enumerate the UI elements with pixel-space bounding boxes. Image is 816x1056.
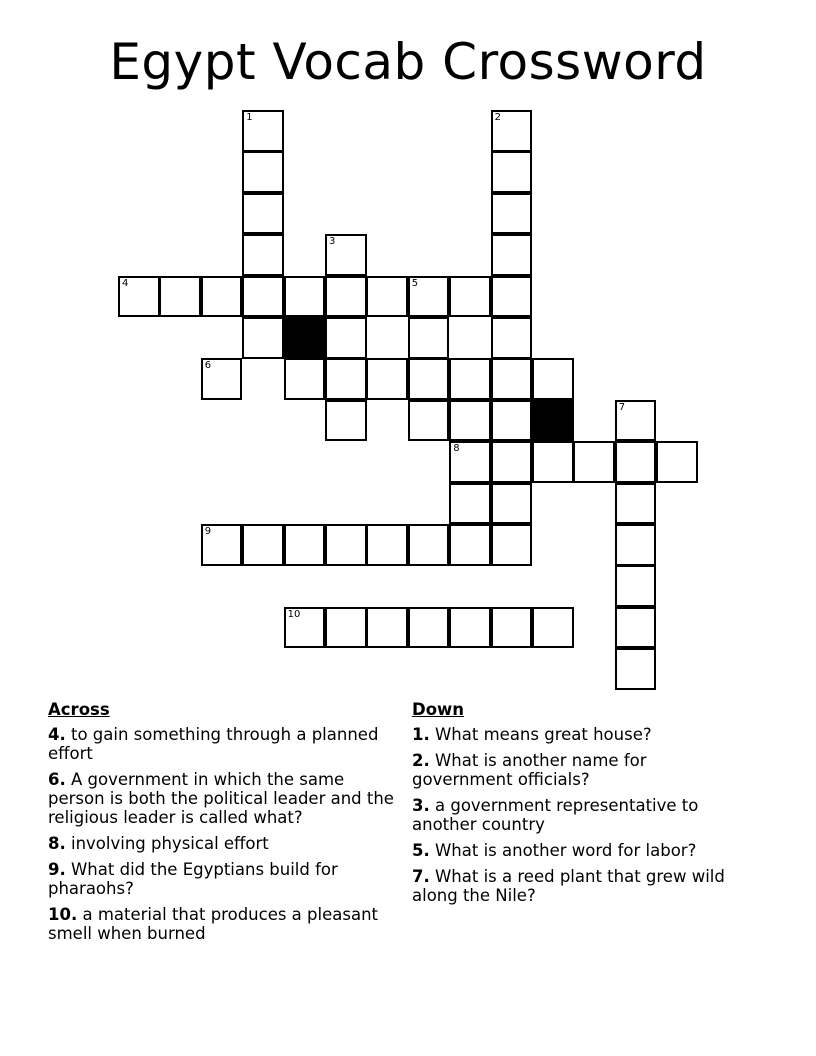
down-clue (412, 796, 742, 834)
crossword-cell[interactable] (325, 317, 367, 359)
clue-number: 9. (48, 860, 66, 879)
clue-text: to gain something through a planned effort (48, 725, 379, 763)
clue-text: What means great house? (429, 725, 652, 744)
crossword-cell[interactable] (449, 276, 491, 318)
crossword-cell[interactable] (408, 400, 450, 442)
clue-number: 4. (48, 725, 66, 744)
clue-text: A government in which the same person is both the political leader and the religious leader is called what? (48, 770, 394, 827)
crossword-cell[interactable] (325, 358, 367, 400)
cell-number: 2 (494, 112, 501, 123)
down-clue (412, 841, 742, 860)
crossword-cell[interactable] (449, 524, 491, 566)
across-clue (48, 905, 400, 943)
crossword-cell[interactable] (491, 234, 533, 276)
crossword-cell[interactable] (491, 524, 533, 566)
across-clues (48, 700, 400, 950)
clue-text: involving physical effort (65, 834, 269, 853)
clue-number: 8. (48, 834, 66, 853)
crossword-cell[interactable] (366, 358, 408, 400)
clue-text: What is another word for labor? (429, 841, 697, 860)
crossword-cell[interactable] (491, 483, 533, 525)
crossword-cell[interactable] (325, 234, 367, 276)
across-clue (48, 725, 400, 763)
down-clue-list (412, 725, 742, 905)
down-clue (412, 751, 742, 789)
crossword-cell[interactable] (408, 524, 450, 566)
crossword-cell[interactable] (366, 276, 408, 318)
crossword-cell[interactable] (242, 524, 284, 566)
cell-number: 9 (204, 526, 212, 537)
crossword-cell[interactable] (615, 607, 657, 649)
crossword-cell[interactable] (201, 358, 243, 400)
cell-number: 6 (204, 360, 212, 372)
crossword-cell[interactable] (242, 317, 284, 359)
crossword-cell[interactable] (118, 276, 160, 318)
crossword-cell[interactable] (573, 441, 615, 483)
crossword-cell[interactable] (491, 607, 533, 649)
clue-number: 10. (48, 905, 78, 924)
cell-number: 8 (453, 443, 460, 455)
clue-text: a material that produces a pleasant smell when burned (48, 905, 378, 943)
crossword-cell[interactable] (656, 441, 698, 483)
cell-number: 5 (411, 277, 419, 289)
crossword-cell[interactable] (366, 607, 408, 649)
across-clue (48, 770, 400, 827)
crossword-cell[interactable] (449, 607, 491, 649)
crossword-cell[interactable] (325, 276, 367, 318)
clue-number: 2. (412, 751, 430, 770)
crossword-cell[interactable] (491, 110, 533, 152)
crossword-cell[interactable] (491, 193, 533, 235)
clue-number: 6. (48, 770, 66, 789)
crossword-cell[interactable] (325, 607, 367, 649)
page-title: Egypt Vocab Crossword (109, 33, 707, 91)
crossword-cell[interactable] (159, 276, 201, 318)
black-square (284, 317, 326, 359)
crossword-cell[interactable] (491, 317, 533, 359)
crossword-cell[interactable] (201, 524, 243, 566)
across-clue-list (48, 725, 400, 943)
clue-number: 5. (412, 841, 430, 860)
crossword-cell[interactable] (408, 358, 450, 400)
crossword-cell[interactable] (491, 400, 533, 442)
crossword-cell[interactable] (242, 193, 284, 235)
crossword-cell[interactable] (532, 441, 574, 483)
crossword-cell[interactable] (615, 400, 657, 442)
crossword-cell[interactable] (284, 358, 326, 400)
crossword-cell[interactable] (242, 234, 284, 276)
clue-text: What did the Egyptians build for pharaohs? (48, 860, 338, 898)
down-clue (412, 725, 742, 744)
crossword-cell[interactable] (615, 441, 657, 483)
clue-text: What is another name for government officials? (412, 751, 647, 789)
across-clue (48, 834, 400, 853)
cell-number: 3 (329, 236, 336, 248)
clue-text: a government representative to another country (412, 796, 699, 834)
crossword-cell[interactable] (242, 110, 284, 152)
clue-text: What is a reed plant that grew wild along the Nile? (412, 867, 725, 905)
crossword-cell[interactable] (532, 607, 574, 649)
down-clues (412, 700, 742, 912)
crossword-cell[interactable] (491, 276, 533, 318)
across-heading: Across (48, 700, 110, 719)
crossword-cell[interactable] (242, 151, 284, 193)
crossword-cell[interactable] (366, 524, 408, 566)
cell-number: 7 (618, 401, 626, 413)
crossword-cell[interactable] (284, 607, 326, 649)
crossword-cell[interactable] (408, 317, 450, 359)
crossword-cell[interactable] (408, 276, 450, 318)
cell-number: 4 (122, 277, 129, 289)
crossword-cell[interactable] (284, 524, 326, 566)
crossword-cell[interactable] (449, 441, 491, 483)
clue-number: 3. (412, 796, 430, 815)
crossword-cell[interactable] (615, 648, 657, 690)
crossword-cell[interactable] (615, 483, 657, 525)
crossword-cell[interactable] (491, 151, 533, 193)
crossword-cell[interactable] (201, 276, 243, 318)
crossword-cell[interactable] (449, 483, 491, 525)
clue-number: 7. (412, 867, 430, 886)
crossword-cell[interactable] (325, 400, 367, 442)
crossword-cell[interactable] (408, 607, 450, 649)
crossword-cell[interactable] (532, 358, 574, 400)
crossword-cell[interactable] (615, 565, 657, 607)
down-clue (412, 867, 742, 905)
crossword-cell[interactable] (242, 276, 284, 318)
crossword-cell[interactable] (449, 400, 491, 442)
down-heading: Down (412, 700, 465, 719)
cell-number: 1 (246, 112, 253, 123)
across-clue (48, 860, 400, 898)
cell-number: 10 (287, 608, 301, 620)
crossword-cell[interactable] (284, 276, 326, 318)
black-square (532, 400, 574, 442)
crossword-cell[interactable] (491, 358, 533, 400)
crossword-cell[interactable] (491, 441, 533, 483)
crossword-cell[interactable] (615, 524, 657, 566)
crossword-cell[interactable] (325, 524, 367, 566)
crossword-cell[interactable] (449, 358, 491, 400)
clue-number: 1. (412, 725, 430, 744)
